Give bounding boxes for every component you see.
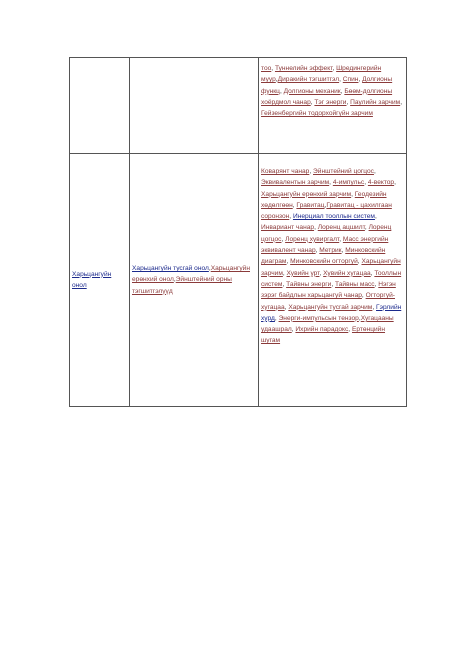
- link-item[interactable]: Гэрлийн хурд: [261, 303, 402, 322]
- relativity-concepts-cell: [259, 154, 407, 407]
- link-item[interactable]: Тайвны энерги: [286, 280, 332, 288]
- link-separator: ,: [282, 269, 287, 277]
- link-separator: ,: [282, 280, 287, 288]
- quantum-concepts-cell: [259, 58, 407, 154]
- link-separator: ,: [281, 235, 286, 243]
- link-item[interactable]: Харьцангуйн ерөнхий онол: [132, 265, 250, 284]
- link-item[interactable]: Ертөнцийн шугам: [261, 326, 386, 345]
- link-item[interactable]: Шредингерийн муур: [261, 65, 382, 84]
- link-separator: ,: [292, 201, 297, 209]
- link-separator: ,: [319, 269, 324, 277]
- link-item[interactable]: Ихрийн парадокс: [295, 326, 349, 334]
- link-item[interactable]: Тэг энерги: [314, 98, 347, 106]
- link-item[interactable]: Спин: [342, 76, 359, 84]
- link-item[interactable]: Харьцангуйн тусгай зарчим: [288, 303, 373, 311]
- link-item[interactable]: Хувийн урт: [286, 269, 320, 277]
- quantum-concepts-list: [259, 58, 406, 119]
- link-item[interactable]: Лоренц хувиргалт: [285, 235, 340, 243]
- link-separator: ,: [274, 314, 279, 322]
- relativity-theories-cell: [130, 154, 259, 407]
- link-item[interactable]: Долгионы функц: [261, 76, 393, 95]
- link-item[interactable]: Лоренц ацшилт: [317, 224, 365, 232]
- link-item[interactable]: Эйнштейний цогцос: [313, 168, 374, 175]
- relativity-concepts-list: [259, 154, 406, 347]
- link-item[interactable]: 4-импульс: [332, 179, 365, 187]
- link-separator: ,: [339, 235, 343, 243]
- link-separator: ,: [358, 314, 361, 322]
- link-separator: ,: [173, 276, 176, 284]
- table-row: [70, 154, 407, 407]
- link-item[interactable]: Тайвны масс: [335, 280, 375, 288]
- link-separator: ,: [284, 303, 289, 311]
- link-separator: ,: [275, 76, 278, 84]
- link-item[interactable]: Тооллын систем: [261, 269, 402, 288]
- link-separator: ,: [332, 65, 337, 72]
- link-separator: ,: [400, 98, 403, 106]
- link-item[interactable]: Эйнштейний орны тэгшитгэлүүд: [132, 276, 232, 295]
- link-separator: ,: [361, 292, 366, 300]
- table-cell-empty: [70, 58, 130, 154]
- link-separator: ,: [357, 258, 362, 266]
- link-item[interactable]: Энерги-импульсын тензор: [278, 314, 359, 322]
- table-cell-empty: [130, 58, 259, 154]
- link-separator: ,: [271, 65, 275, 72]
- link-item[interactable]: Паулийн зарчим: [350, 98, 401, 106]
- link-separator: ,: [286, 258, 291, 266]
- link-item[interactable]: Минковскийн огторгуй: [290, 258, 358, 266]
- link-item[interactable]: Туннелийн эффект: [274, 65, 333, 72]
- link-separator: ,: [339, 76, 343, 84]
- link-item[interactable]: Хувийн хугацаа: [323, 269, 371, 277]
- link-separator: ,: [291, 326, 296, 334]
- link-item[interactable]: Харьцангуйн тусгай онол: [132, 265, 209, 273]
- link-separator: ,: [348, 326, 352, 334]
- link-separator: ,: [346, 98, 351, 106]
- link-separator: ,: [341, 247, 346, 255]
- link-item[interactable]: Диракийн тэгшитгэл: [277, 76, 340, 84]
- link-separator: ,: [329, 179, 333, 187]
- link-item[interactable]: Минковскийн диаграм: [261, 247, 386, 266]
- link-separator: ,: [208, 265, 211, 273]
- link-separator: ,: [394, 179, 396, 187]
- link-separator: ,: [324, 201, 327, 209]
- link-item[interactable]: Харьцангуйн зарчим: [261, 258, 401, 277]
- link-item[interactable]: 4-вектор: [367, 179, 395, 187]
- link-separator: ,: [358, 76, 363, 84]
- link-item[interactable]: Инерциал тооллын систем: [292, 213, 375, 221]
- link-separator: ,: [370, 269, 375, 277]
- link-item[interactable]: Харьцангуйн ерөнхий зарчим: [261, 190, 352, 198]
- link-separator: ,: [374, 213, 377, 221]
- relativity-theory-link[interactable]: Харьцангуйн онол: [72, 270, 112, 289]
- link-separator: ,: [351, 190, 355, 198]
- link-separator: ,: [364, 224, 369, 232]
- link-separator: ,: [340, 87, 345, 95]
- link-separator: ,: [331, 280, 336, 288]
- relativity-theories-list: [132, 263, 256, 297]
- link-item[interactable]: Гравитац: [296, 201, 325, 209]
- link-item[interactable]: Коварянт чанар: [261, 168, 310, 175]
- link-item[interactable]: Огторгуй-хугацаа: [261, 292, 395, 311]
- relativity-label-cell: [70, 154, 130, 407]
- link-separator: ,: [314, 224, 318, 232]
- link-item[interactable]: Эквивалентын зарчим: [261, 179, 330, 187]
- link-item[interactable]: Гравитац - цахилгаан соронзон: [261, 201, 392, 221]
- link-separator: ,: [289, 213, 293, 221]
- link-separator: ,: [309, 168, 314, 175]
- link-separator: ,: [310, 98, 315, 106]
- link-item[interactable]: тоо: [261, 65, 272, 72]
- link-item[interactable]: Инвариант чанар: [261, 224, 315, 232]
- link-item[interactable]: Нэгэн зэрэг байдлын харьцангуй чанар: [261, 280, 396, 300]
- link-item[interactable]: Долгионы механик: [283, 87, 341, 95]
- link-item[interactable]: Геодезийн хөдөлгөөн: [261, 190, 387, 209]
- physics-topics-table: [69, 57, 407, 407]
- link-separator: ,: [279, 87, 284, 95]
- link-separator: ,: [315, 247, 320, 255]
- link-separator: ,: [374, 280, 379, 288]
- link-item[interactable]: Бөөм-долгионы хоёрдмол чанар: [261, 87, 393, 106]
- link-separator: ,: [373, 168, 376, 175]
- link-item[interactable]: Лоренц цогцос: [261, 224, 392, 243]
- link-item[interactable]: Масс энергийн эквивалент чанар: [261, 235, 389, 255]
- link-item[interactable]: Гейзенбергийн тодорхойгүйн зарчим: [261, 110, 373, 118]
- link-item[interactable]: Метрик: [319, 247, 342, 255]
- table-row: [70, 58, 407, 154]
- link-separator: ,: [364, 179, 368, 187]
- link-separator: ,: [372, 303, 377, 311]
- link-item[interactable]: Хугацааны удаашрал: [261, 314, 394, 334]
